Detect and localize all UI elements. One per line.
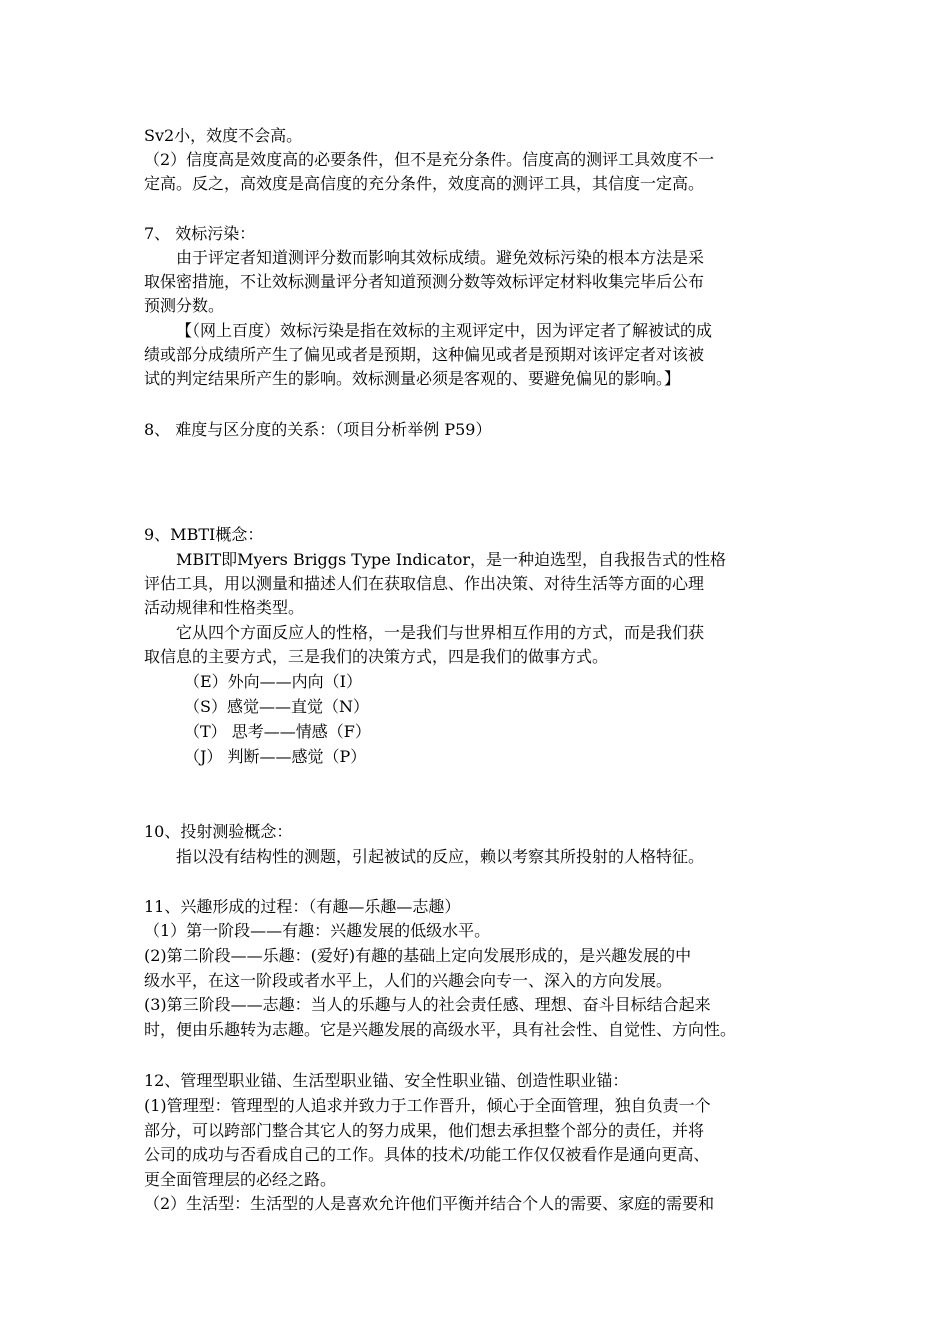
text-line: 部分，可以跨部门整合其它人的努力成果，他们想去承担整个部分的责任，并将 xyxy=(144,1121,705,1140)
list-item: （J） 判断——感觉（P） xyxy=(184,747,367,766)
text-line: （2）信度高是效度高的必要条件，但不是充分条件。信度高的测评工具效度不一 xyxy=(144,150,715,169)
section-heading: 11、兴趣形成的过程：（有趣—乐趣—志趣） xyxy=(144,897,461,916)
text-line: (2)第二阶段——乐趣：(爱好)有趣的基础上定向发展形成的，是兴趣发展的中 xyxy=(144,946,692,965)
text-line: 级水平，在这一阶段或者水平上，人们的兴趣会向专一、深入的方向发展。 xyxy=(144,971,673,990)
section-heading: 7、 效标污染： xyxy=(144,224,256,243)
list-item: （E）外向——内向（I） xyxy=(184,672,363,691)
text-line: Sv2小，效度不会高。 xyxy=(144,126,303,145)
section-heading: 12、管理型职业锚、生活型职业锚、安全性职业锚、创造性职业锚： xyxy=(144,1071,629,1090)
text-line: （1）第一阶段——有趣：兴趣发展的低级水平。 xyxy=(144,921,491,940)
text-line: 它从四个方面反应人的性格，一是我们与世界相互作用的方式，而是我们获 xyxy=(176,623,705,642)
text-line: 取信息的主要方式，三是我们的决策方式，四是我们的做事方式。 xyxy=(144,647,609,666)
text-line: 绩或部分成绩所产生了偏见或者是预期，这种偏见或者是预期对该评定者对该被 xyxy=(144,345,705,364)
text-line: 更全面管理层的必经之路。 xyxy=(144,1170,337,1189)
text-line: 时，便由乐趣转为志趣。它是兴趣发展的高级水平，具有社会性、自觉性、方向性。 xyxy=(144,1020,737,1039)
text-line: 【（网上百度）效标污染是指在效标的主观评定中，因为评定者了解被试的成 xyxy=(176,321,713,340)
text-line: 评估工具，用以测量和描述人们在获取信息、作出决策、对待生活等方面的心理 xyxy=(144,574,705,593)
text-line: 定高。反之，高效度是高信度的充分条件，效度高的测评工具，其信度一定高。 xyxy=(144,174,705,193)
text-line: 预测分数。 xyxy=(144,296,225,315)
section-heading: 10、投射测验概念： xyxy=(144,822,293,841)
text-line: 活动规律和性格类型。 xyxy=(144,598,305,617)
text-line: 取保密措施，不让效标测量评分者知道预测分数等效标评定材料收集完毕后公布 xyxy=(144,272,705,291)
text-line: 公司的成功与否看成自己的工作。具体的技术/功能工作仅仅被看作是通向更高、 xyxy=(144,1145,710,1164)
text-line: （2）生活型：生活型的人是喜欢允许他们平衡并结合个人的需要、家庭的需要和 xyxy=(144,1194,715,1213)
text-line: (3)第三阶段——志趣：当人的乐趣与人的社会责任感、理想、奋斗目标结合起来 xyxy=(144,995,711,1014)
text-line: 由于评定者知道测评分数而影响其效标成绩。避免效标污染的根本方法是采 xyxy=(176,248,705,267)
text-line: 指以没有结构性的测题，引起被试的反应，赖以考察其所投射的人格特征。 xyxy=(176,847,705,866)
list-item: （T） 思考——情感（F） xyxy=(184,722,371,741)
text-line: (1)管理型：管理型的人追求并致力于工作晋升，倾心于全面管理，独自负责一个 xyxy=(144,1096,711,1115)
text-line: MBIT即Myers Briggs Type Indicator，是一种迫选型，自我报告式的性格 xyxy=(176,550,726,569)
list-item: （S）感觉——直觉（N） xyxy=(184,697,369,716)
section-heading: 8、 难度与区分度的关系：（项目分析举例 P59） xyxy=(144,420,492,439)
section-heading: 9、MBTI概念： xyxy=(144,525,264,544)
text-line: 试的判定结果所产生的影响。效标测量必须是客观的、要避免偏见的影响。】 xyxy=(144,369,681,388)
